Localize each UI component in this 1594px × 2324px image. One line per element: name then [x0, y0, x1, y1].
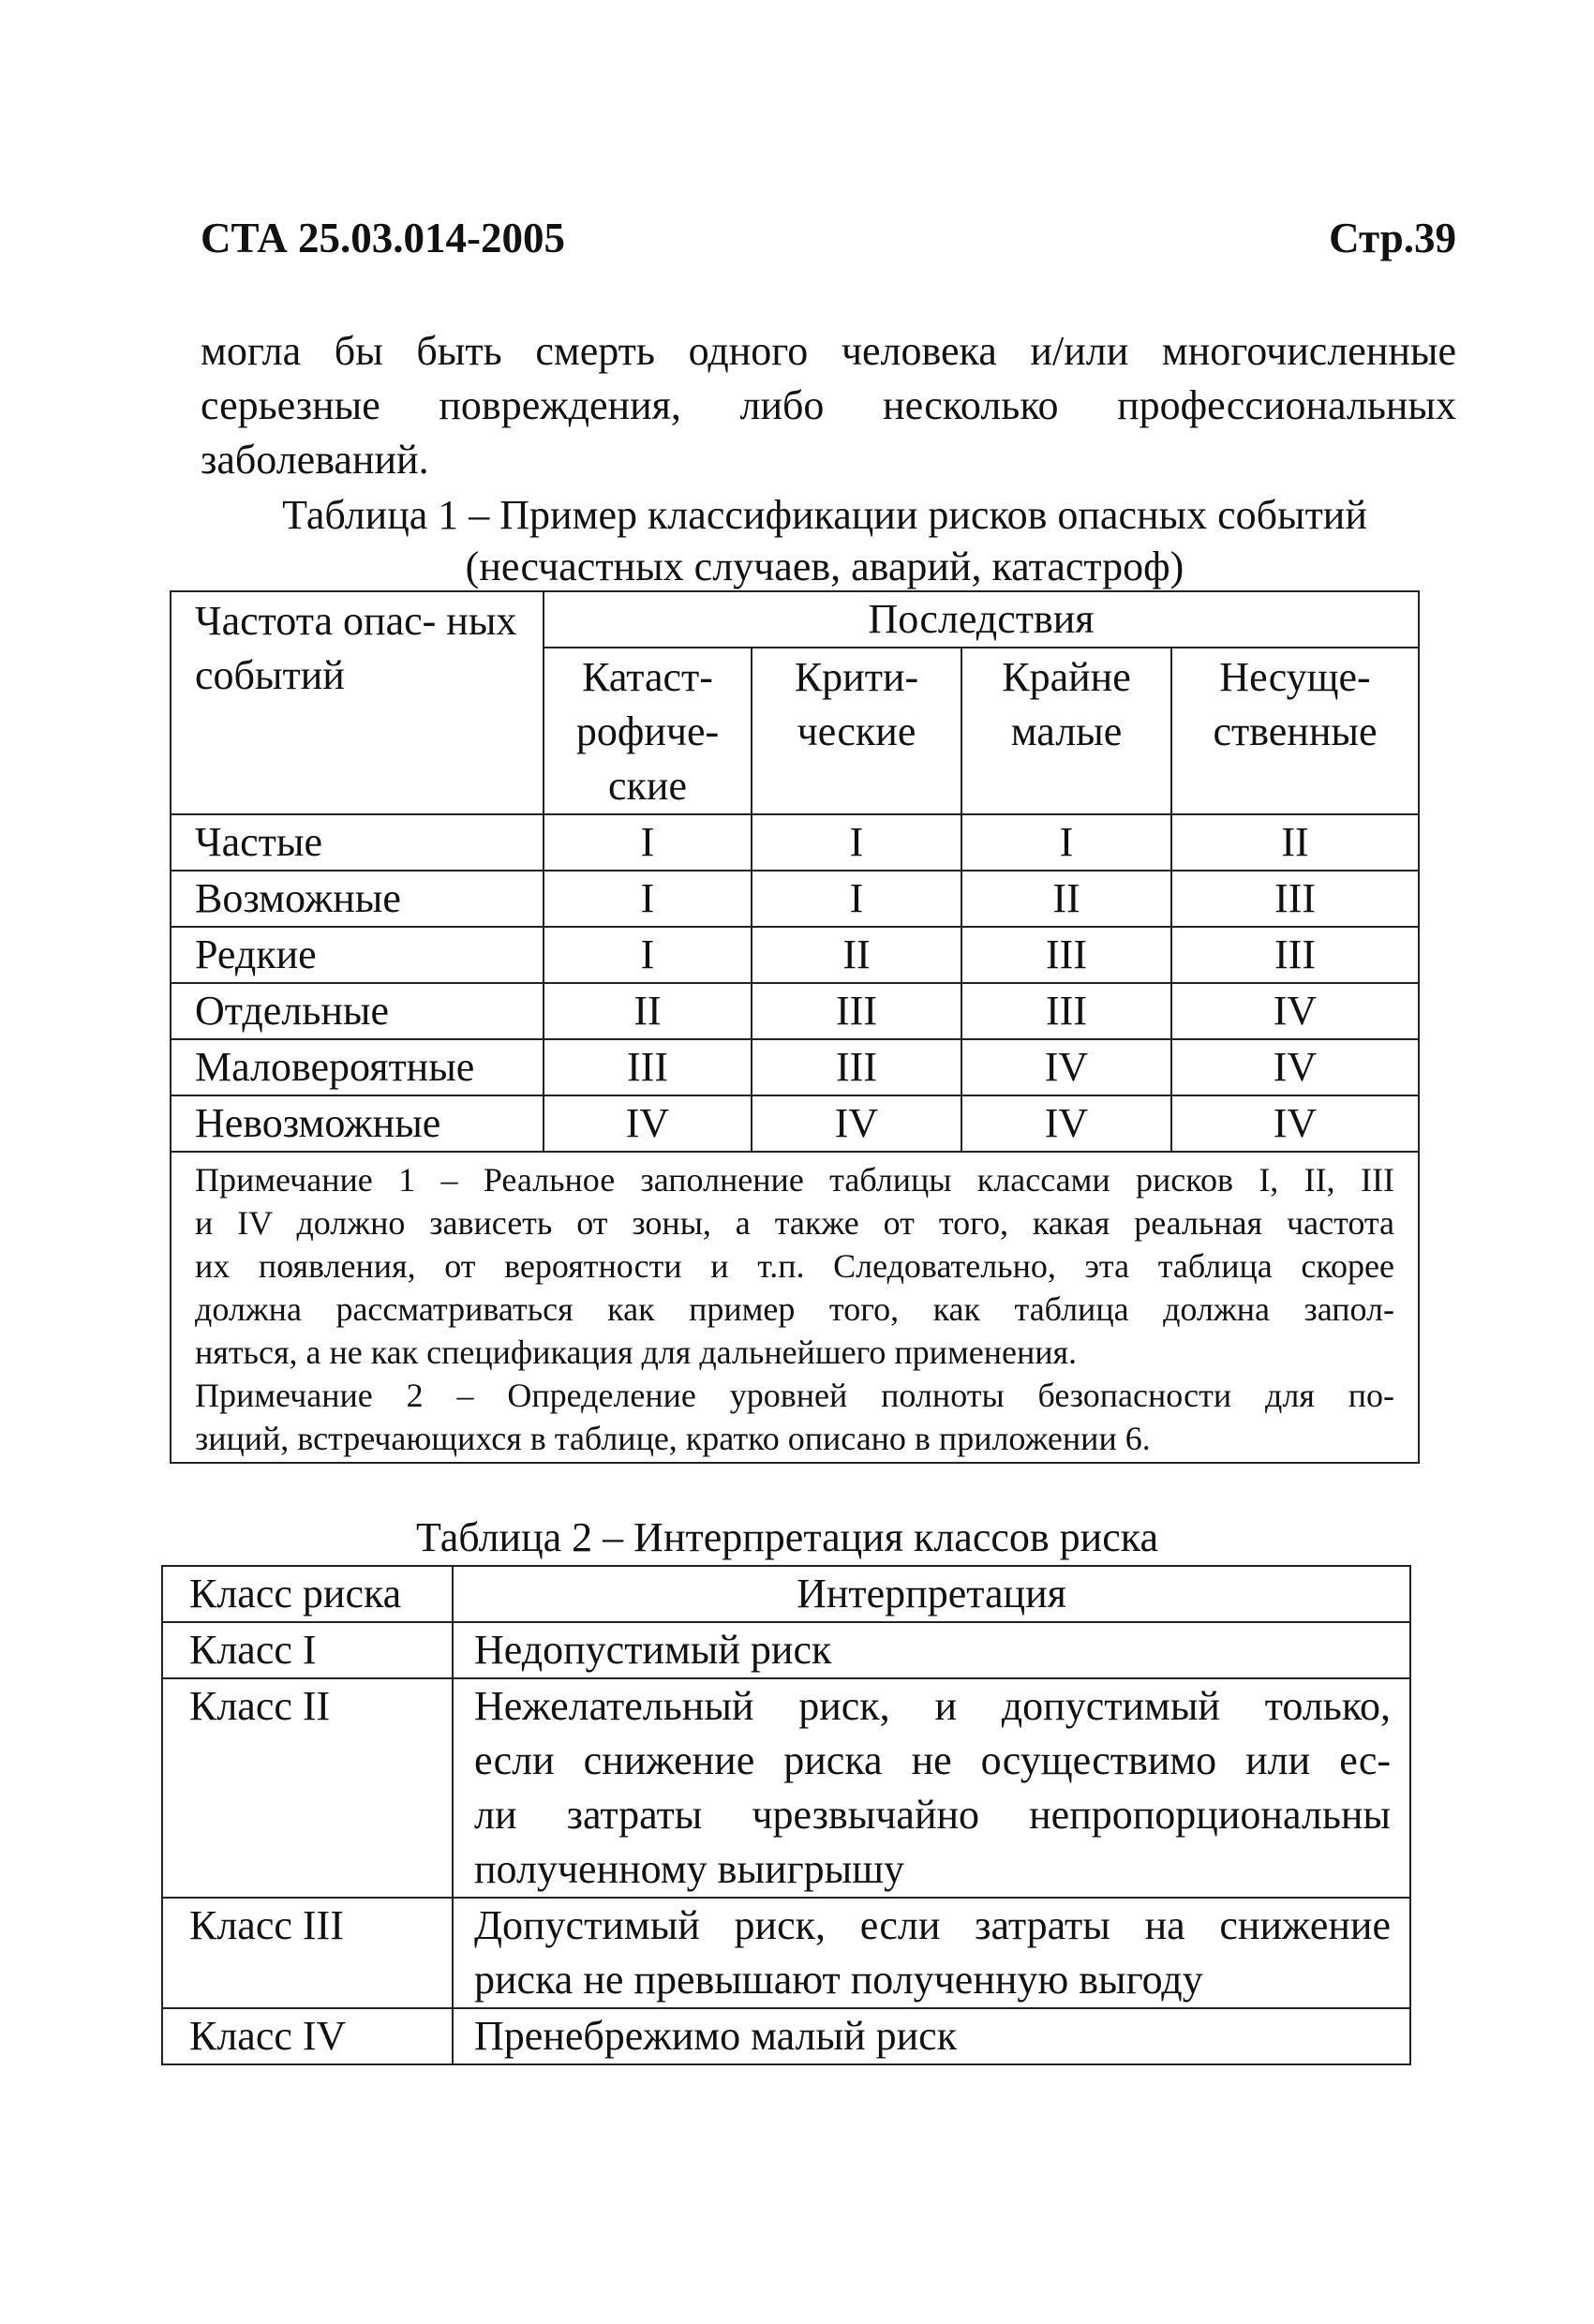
row-label: Маловероятные: [171, 1039, 544, 1095]
table-row: [162, 1622, 1410, 1678]
interpretation-line: Пренебрежимо малый риск: [474, 2013, 958, 2059]
column-header: Несуще- ственные: [1171, 648, 1419, 814]
frequency-header: Частота опас- ных событий: [171, 591, 544, 814]
row-label: Редкие: [171, 927, 544, 983]
table-row: [171, 1039, 1419, 1095]
table-row: [171, 927, 1419, 983]
table-notes: [171, 1152, 1419, 1463]
intro-line: серьезные повреждения, либо несколько профессиональных: [201, 382, 1456, 428]
risk-class-cell: III: [1171, 927, 1419, 983]
interpretation-text: [453, 1898, 1410, 2008]
risk-interpretation-table: [161, 1565, 1411, 2065]
note-line: должна рассматриваться как пример того, как таблица должна запол-: [195, 1290, 1395, 1328]
row-label: Невозможные: [171, 1095, 544, 1152]
class-header: Класс риска: [162, 1566, 453, 1622]
risk-class-cell: II: [752, 927, 961, 983]
interpretation-text: [453, 1622, 1410, 1678]
row-label: Отдельные: [171, 983, 544, 1039]
interpretation-header: Интерпретация: [453, 1566, 1410, 1622]
table1-caption-line: Таблица 1 – Пример классификации рисков опасных событий: [282, 492, 1367, 538]
table-row: [171, 983, 1419, 1039]
risk-class-cell: I: [544, 814, 752, 871]
page-number: Стр.39: [1329, 215, 1456, 261]
intro-line: заболеваний.: [201, 437, 429, 483]
note-line: Примечание 1 – Реальное заполнение таблицы классами рисков I, II, III: [195, 1161, 1395, 1199]
interpretation-line: Нежелательный риск, и допустимый только,: [474, 1683, 1391, 1729]
interpretation-line: риска не превышают полученную выгоду: [474, 1957, 1203, 2003]
table-row: [162, 2008, 1410, 2064]
interpretation-text: [453, 1678, 1410, 1898]
note-line: зиций, встречающихся в таблице, кратко описано в приложении 6.: [195, 1420, 1151, 1457]
risk-class-cell: IV: [1171, 1095, 1419, 1152]
row-label: Частые: [171, 814, 544, 871]
table1-caption: [169, 489, 1481, 592]
interpretation-line: полученному выигрышу: [474, 1846, 905, 1892]
interpretation-line: ли затраты чрезвычайно непропорциональны: [474, 1792, 1391, 1838]
table1-caption-line: (несчастных случаев, аварий, катастроф): [465, 544, 1184, 589]
interpretation-line: Допустимый риск, если затраты на снижение: [474, 1902, 1391, 1948]
risk-class-cell: I: [961, 814, 1171, 871]
note-line: и IV должно зависеть от зоны, а также от того, какая реальная частота: [195, 1204, 1395, 1242]
risk-class-cell: I: [544, 927, 752, 983]
risk-class-cell: I: [544, 871, 752, 927]
risk-class-cell: IV: [544, 1095, 752, 1152]
note-line: няться, а не как спецификация для дальнейшего применения.: [195, 1333, 1078, 1371]
risk-class-cell: IV: [752, 1095, 961, 1152]
risk-class-label: Класс IV: [162, 2008, 453, 2064]
interpretation-text: [453, 2008, 1410, 2064]
risk-class-label: Класс I: [162, 1622, 453, 1678]
risk-class-cell: IV: [961, 1095, 1171, 1152]
table-row: [171, 814, 1419, 871]
table-header-row: [171, 591, 1419, 648]
risk-class-cell: III: [752, 983, 961, 1039]
table-row: [162, 1898, 1410, 2008]
note-line: Примечание 2 – Определение уровней полноты безопасности для по-: [195, 1377, 1395, 1414]
intro-line: могла бы быть смерть одного человека и/или многочисленные: [201, 328, 1456, 374]
table2-caption: Таблица 2 – Интерпретация классов риска: [416, 1514, 1158, 1560]
risk-class-cell: I: [752, 871, 961, 927]
interpretation-line: если снижение риска не осуществимо или ес-: [474, 1737, 1391, 1783]
table-notes-row: [171, 1152, 1419, 1463]
risk-class-cell: III: [544, 1039, 752, 1095]
column-header: Крайне малые: [961, 648, 1171, 814]
table-header-row: [162, 1566, 1410, 1622]
column-header: Катаст- рофиче- ские: [544, 648, 752, 814]
risk-class-cell: III: [961, 927, 1171, 983]
risk-class-cell: III: [752, 1039, 961, 1095]
risk-class-label: Класс II: [162, 1678, 453, 1898]
intro-paragraph: [201, 324, 1456, 487]
risk-class-cell: I: [752, 814, 961, 871]
risk-class-cell: IV: [961, 1039, 1171, 1095]
risk-class-cell: II: [1171, 814, 1419, 871]
table-row: [171, 1095, 1419, 1152]
consequences-header: Последствия: [544, 591, 1419, 648]
table-row: [171, 871, 1419, 927]
risk-class-label: Класс III: [162, 1898, 453, 2008]
document-code: СТА 25.03.014-2005: [201, 215, 566, 261]
row-label: Возможные: [171, 871, 544, 927]
risk-class-cell: II: [961, 871, 1171, 927]
risk-class-cell: III: [961, 983, 1171, 1039]
risk-class-cell: IV: [1171, 983, 1419, 1039]
risk-class-cell: II: [544, 983, 752, 1039]
note-line: их появления, от вероятности и т.п. Следовательно, эта таблица скорее: [195, 1247, 1395, 1285]
interpretation-line: Недопустимый риск: [474, 1627, 832, 1673]
risk-class-cell: III: [1171, 871, 1419, 927]
risk-classification-table: [170, 590, 1420, 1464]
risk-class-cell: IV: [1171, 1039, 1419, 1095]
table-row: [162, 1678, 1410, 1898]
column-header: Крити- ческие: [752, 648, 961, 814]
